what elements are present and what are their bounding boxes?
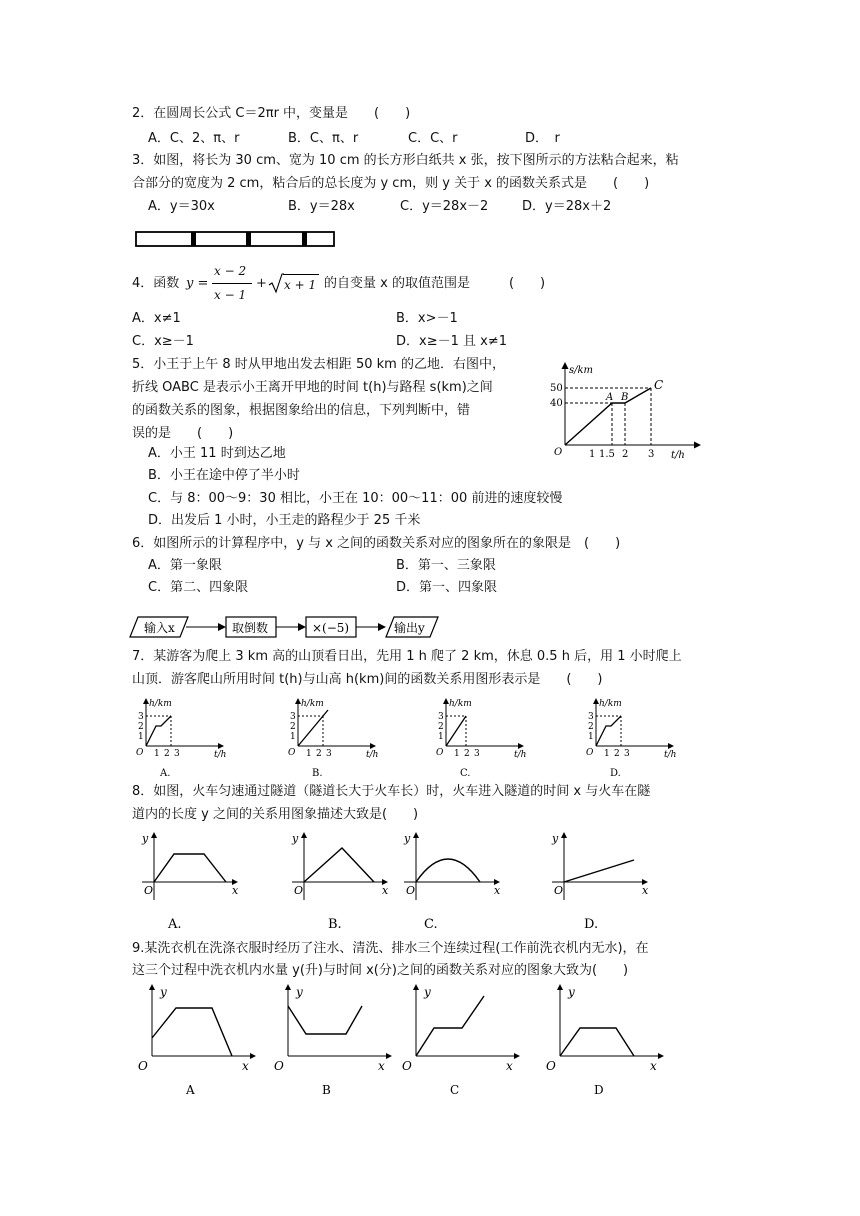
q7-y-tick: 1 bbox=[138, 732, 144, 742]
q9-origin: O bbox=[138, 1059, 148, 1073]
q7-option-label: B. bbox=[312, 768, 323, 779]
q9-y-label: y bbox=[424, 985, 431, 999]
q7-x-tick: 1 bbox=[454, 749, 460, 759]
q7-option-label: A. bbox=[160, 768, 171, 779]
q5-origin: O bbox=[554, 447, 563, 458]
q4-sqrt-sign bbox=[268, 272, 284, 294]
q7-y-label: h/km bbox=[149, 699, 172, 709]
q3-option-a: A．y＝30x bbox=[148, 199, 215, 214]
q8-curve bbox=[416, 859, 480, 882]
q4-suffix: 的自变量 x 的取值范围是 ( ) bbox=[324, 276, 546, 291]
q5-x-tick-1: 1 bbox=[589, 449, 596, 460]
q7-stem-line2: 山顶．游客爬山所用时间 t(h)与山高 h(km)间的函数关系用图形表示是 ( ) bbox=[132, 672, 603, 687]
q7-y-tick: 2 bbox=[290, 722, 296, 732]
q4-numerator: x − 2 bbox=[214, 264, 247, 278]
q7-y-tick: 3 bbox=[588, 712, 594, 722]
q3-option-b: B．y＝28x bbox=[288, 199, 355, 214]
q9-graph-d bbox=[538, 982, 674, 1100]
q7-x-tick: 1 bbox=[306, 749, 312, 759]
q7-graph-b bbox=[284, 694, 414, 780]
q6-flow-input: 输入x bbox=[144, 621, 175, 635]
q7-y-tick: 3 bbox=[438, 712, 444, 722]
q8-x-label: x bbox=[232, 884, 239, 897]
q9-origin: O bbox=[402, 1059, 412, 1073]
q4-option-b: B．x>－1 bbox=[396, 311, 458, 326]
q8-x-label: x bbox=[642, 884, 649, 897]
q7-x-tick: 2 bbox=[614, 749, 620, 759]
q5-x-tick-3: 3 bbox=[648, 449, 655, 460]
q9-curve bbox=[416, 996, 484, 1056]
q7-y-tick: 2 bbox=[588, 722, 594, 732]
q5-stem-line3: 的函数关系的图象，根据图象给出的信息，下列判断中，错 bbox=[132, 403, 471, 418]
q5-distance-time-graph bbox=[545, 358, 705, 462]
q8-graph-b bbox=[288, 828, 398, 934]
q4-option-a: A．x≠1 bbox=[132, 311, 181, 326]
q5-stem-line2: 折线 OABC 是表示小王离开甲地的时间 t(h)与路程 s(km)之间 bbox=[132, 380, 493, 395]
q7-origin: O bbox=[586, 748, 594, 758]
q6-flow-multiply: ×(−5) bbox=[312, 621, 350, 635]
q9-graph-a bbox=[130, 982, 266, 1100]
q5-y-label: s/km bbox=[569, 365, 594, 376]
q7-y-tick: 1 bbox=[588, 732, 594, 742]
q5-x-label: t/h bbox=[671, 450, 685, 461]
q8-option-label: A. bbox=[168, 917, 182, 932]
q7-graph-a bbox=[132, 694, 262, 780]
q7-x-tick: 1 bbox=[604, 749, 610, 759]
q3-option-d: D．y＝28x＋2 bbox=[522, 199, 612, 214]
q7-origin: O bbox=[136, 748, 144, 758]
q9-option-label: D bbox=[594, 1083, 604, 1097]
q2-stem: 2．在圆周长公式 C＝2πr 中，变量是 ( ) bbox=[132, 106, 411, 121]
q6-option-d: D．第一、四象限 bbox=[396, 580, 498, 595]
q7-x-label: t/h bbox=[664, 750, 677, 760]
q7-graph-d bbox=[582, 694, 712, 780]
q8-option-label: B. bbox=[328, 917, 342, 932]
q8-curve bbox=[564, 860, 634, 882]
q8-origin: O bbox=[406, 884, 416, 897]
q4-y-equals: y = bbox=[186, 276, 209, 291]
q5-x-tick-1.5: 1.5 bbox=[599, 449, 615, 460]
q4-plus: + bbox=[256, 276, 267, 291]
q7-x-tick: 2 bbox=[464, 749, 470, 759]
q6-option-c: C．第二、四象限 bbox=[148, 580, 249, 595]
q7-y-tick: 3 bbox=[290, 712, 296, 722]
q8-x-label: x bbox=[382, 884, 389, 897]
q8-graph-a bbox=[138, 828, 248, 934]
q9-option-label: B bbox=[322, 1083, 331, 1097]
q5-stem-line1: 5．小王于上午 8 时从甲地出发去相距 50 km 的乙地．右图中， bbox=[132, 357, 505, 372]
q5-x-tick-2: 2 bbox=[622, 449, 629, 460]
q5-option-a: A．小王 11 时到达乙地 bbox=[148, 446, 286, 461]
q9-option-label: A bbox=[186, 1083, 195, 1097]
q8-y-label: y bbox=[292, 832, 299, 845]
q9-origin: O bbox=[546, 1059, 556, 1073]
q5-y-tick-40: 40 bbox=[550, 398, 563, 409]
q7-option-label: D. bbox=[610, 768, 621, 779]
q6-flow-reciprocal: 取倒数 bbox=[232, 621, 269, 635]
q8-curve bbox=[154, 854, 226, 882]
q3-stem-line1: 3．如图，将长为 30 cm、宽为 10 cm 的长方形白纸共 x 张，按下图所示的方法粘合起来，粘 bbox=[132, 153, 679, 168]
q6-stem: 6．如图所示的计算程序中，y 与 x 之间的函数关系对应的图象所在的象限是 ( ) bbox=[132, 536, 621, 551]
q7-origin: O bbox=[436, 748, 444, 758]
q4-sqrt-bar bbox=[283, 274, 319, 275]
q6-option-b: B．第一、三象限 bbox=[396, 558, 496, 573]
q8-option-graphs bbox=[138, 828, 658, 936]
q2-option-c: C．C、r bbox=[408, 131, 458, 146]
q7-x-tick: 3 bbox=[624, 749, 630, 759]
q9-curve bbox=[288, 1006, 362, 1034]
q8-x-label: x bbox=[494, 884, 501, 897]
q6-flowchart bbox=[128, 612, 448, 642]
q7-x-label: t/h bbox=[214, 750, 227, 760]
q5-y-tick-50: 50 bbox=[550, 383, 563, 394]
q4-option-c: C．x≥－1 bbox=[132, 334, 194, 349]
q7-y-tick: 1 bbox=[438, 732, 444, 742]
q9-y-label: y bbox=[296, 985, 303, 999]
q8-origin: O bbox=[554, 884, 564, 897]
q7-origin: O bbox=[288, 748, 296, 758]
q9-curve bbox=[560, 1028, 634, 1056]
q3-option-c: C．y＝28x－2 bbox=[400, 199, 489, 214]
q9-y-label: y bbox=[568, 985, 575, 999]
q8-graph-c bbox=[400, 828, 510, 934]
q9-x-label: x bbox=[378, 1059, 385, 1073]
q7-x-tick: 2 bbox=[316, 749, 322, 759]
q8-stem-line2: 道内的长度 y 之间的关系用图象描述大致是( ) bbox=[132, 807, 419, 822]
q9-curve bbox=[152, 1008, 232, 1056]
q8-y-label: y bbox=[552, 832, 559, 845]
q8-origin: O bbox=[294, 884, 304, 897]
q7-y-tick: 2 bbox=[438, 722, 444, 732]
q5-option-c: C．与 8：00～9：30 相比，小王在 10：00～11：00 前进的速度较慢 bbox=[148, 491, 563, 506]
q7-y-tick: 3 bbox=[138, 712, 144, 722]
q2-option-a: A．C、2、π、r bbox=[148, 131, 240, 146]
q9-x-label: x bbox=[242, 1059, 249, 1073]
q5-point-B: B bbox=[621, 392, 629, 403]
q7-y-label: h/km bbox=[449, 699, 472, 709]
q5-stem-line4: 误的是 ( ) bbox=[132, 426, 234, 441]
q9-option-label: C bbox=[450, 1083, 460, 1097]
q7-x-label: t/h bbox=[366, 750, 379, 760]
q9-y-label: y bbox=[160, 985, 167, 999]
q9-stem-line2: 这三个过程中洗衣机内水量 y(升)与时间 x(分)之间的函数关系对应的图象大致为( ) bbox=[132, 963, 629, 978]
q9-origin: O bbox=[274, 1059, 284, 1073]
q2-option-d: D． r bbox=[525, 131, 560, 146]
q7-x-label: t/h bbox=[514, 750, 527, 760]
q8-y-label: y bbox=[142, 832, 149, 845]
q8-option-label: D. bbox=[584, 917, 599, 932]
q3-paper-strip-figure bbox=[130, 228, 340, 250]
q7-x-tick: 2 bbox=[164, 749, 170, 759]
q7-graph-c bbox=[432, 694, 562, 780]
q5-point-A: A bbox=[606, 392, 614, 403]
q7-curve bbox=[446, 716, 466, 746]
q3-stem-line2: 合部分的宽度为 2 cm，粘合后的总长度为 y cm，则 y 关于 x 的函数关系式是 ( ) bbox=[132, 176, 650, 191]
q7-y-tick: 2 bbox=[138, 722, 144, 732]
q6-flow-output: 输出y bbox=[394, 621, 425, 635]
q4-radicand: x + 1 bbox=[284, 278, 317, 292]
q4-prefix: 4．函数 bbox=[132, 276, 180, 291]
q5-point-C: C bbox=[654, 378, 664, 392]
q9-stem-line1: 9.某洗衣机在洗涤衣服时经历了注水、清洗、排水三个连续过程(工作前洗衣机内无水)，在 bbox=[132, 941, 649, 956]
q7-option-label: C. bbox=[460, 768, 471, 779]
q7-x-tick: 3 bbox=[174, 749, 180, 759]
q9-x-label: x bbox=[506, 1059, 513, 1073]
q8-origin: O bbox=[144, 884, 154, 897]
q7-curve bbox=[596, 716, 621, 746]
q8-y-label: y bbox=[404, 832, 411, 845]
q4-denominator: x − 1 bbox=[214, 288, 247, 302]
q4-fraction-bar bbox=[212, 283, 252, 284]
q9-graph-c bbox=[394, 982, 530, 1100]
q6-option-a: A．第一象限 bbox=[148, 558, 222, 573]
q7-x-tick: 3 bbox=[326, 749, 332, 759]
q7-stem-line1: 7．某游客为爬上 3 km 高的山顶看日出，先用 1 h 爬了 2 km，休息 0.5 h 后，用 1 小时爬上 bbox=[132, 649, 682, 664]
q7-x-tick: 1 bbox=[154, 749, 160, 759]
q7-x-tick: 3 bbox=[474, 749, 480, 759]
q9-option-graphs bbox=[130, 982, 670, 1102]
q7-y-label: h/km bbox=[599, 699, 622, 709]
q5-option-b: B．小王在途中停了半小时 bbox=[148, 468, 300, 483]
q7-y-tick: 1 bbox=[290, 732, 296, 742]
q7-curve bbox=[146, 716, 171, 746]
q5-option-d: D．出发后 1 小时，小王走的路程少于 25 千米 bbox=[148, 513, 421, 528]
q8-curve bbox=[304, 848, 374, 882]
q7-option-graphs bbox=[132, 694, 712, 784]
q8-option-label: C. bbox=[424, 917, 438, 932]
q7-y-label: h/km bbox=[301, 699, 324, 709]
q4-option-d: D．x≥－1 且 x≠1 bbox=[396, 334, 507, 349]
q8-stem-line1: 8．如图，火车匀速通过隧道（隧道长大于火车长）时，火车进入隧道的时间 x 与火车在隧 bbox=[132, 784, 651, 799]
q8-graph-d bbox=[548, 828, 658, 934]
q9-x-label: x bbox=[650, 1059, 657, 1073]
q9-graph-b bbox=[266, 982, 402, 1100]
q2-option-b: B．C、π、r bbox=[288, 131, 359, 146]
